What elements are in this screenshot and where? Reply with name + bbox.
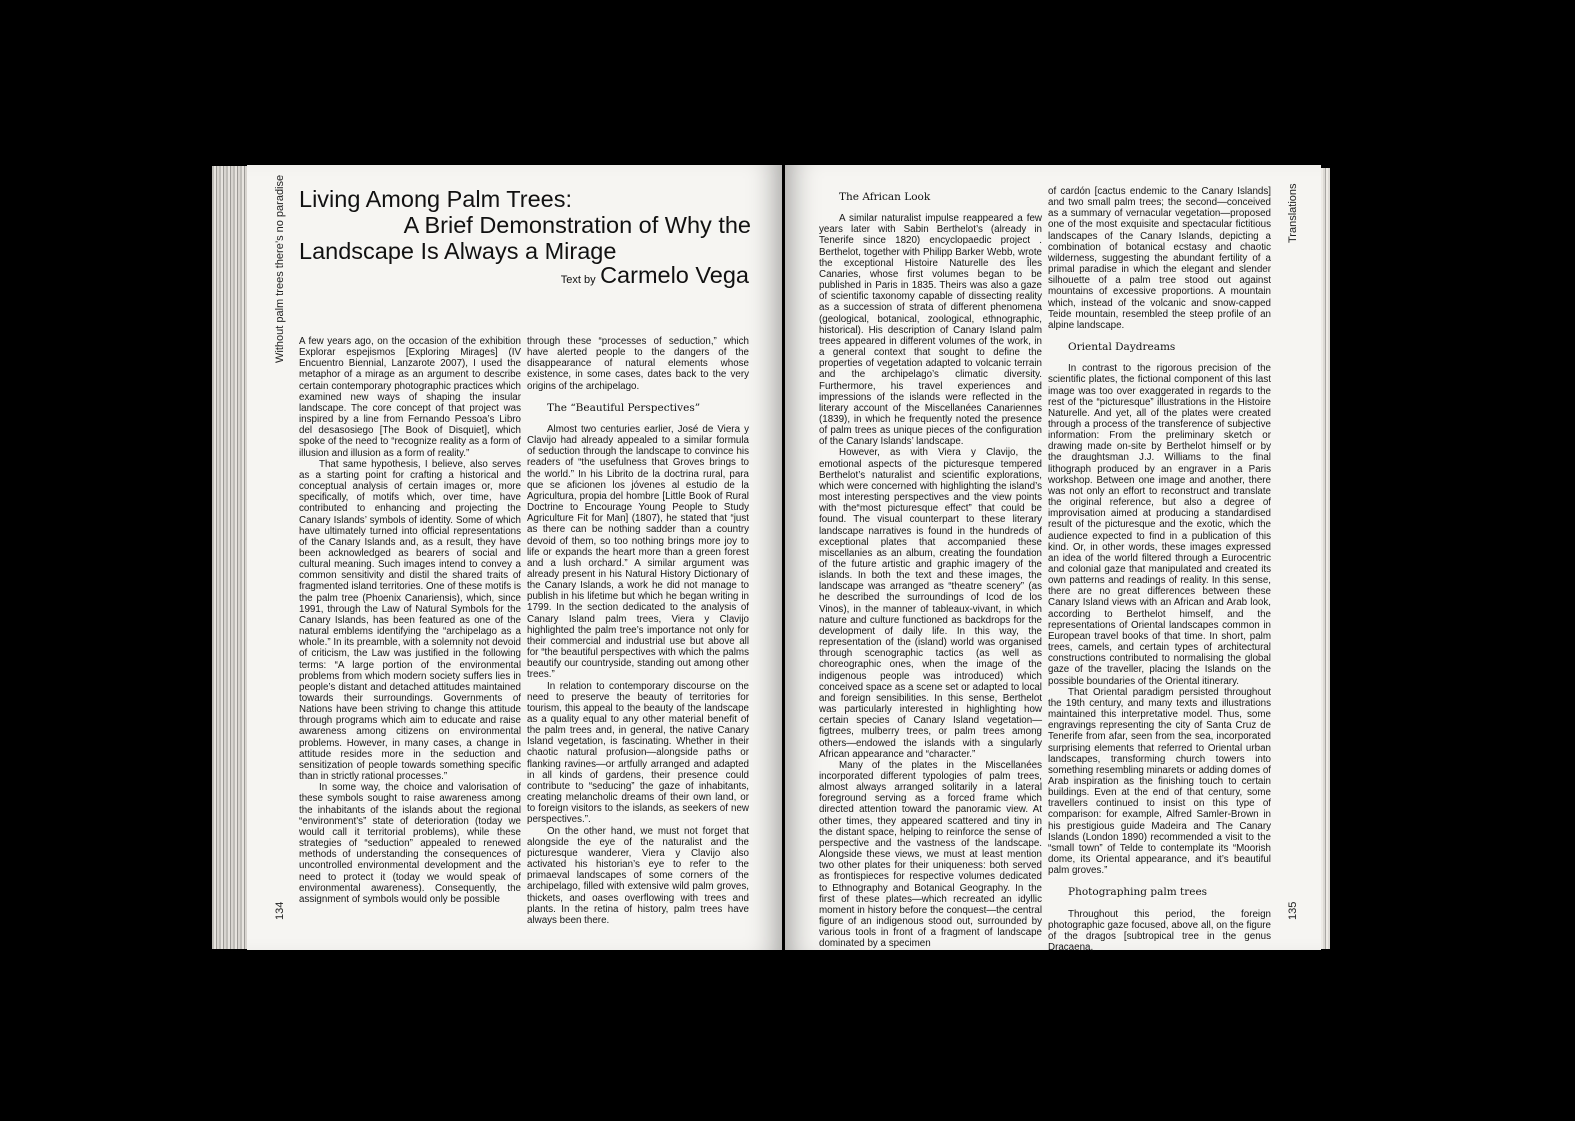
left-page-edges bbox=[212, 166, 250, 949]
paragraph: Throughout this period, the foreign photographic gaze focused, above all, on the figure of the dragos [subtropical tree in the genus Dracaena, bbox=[1048, 908, 1271, 953]
section-heading: The African Look bbox=[839, 191, 931, 203]
paragraph: A few years ago, on the occasion of the exhibition Explorar espejismos [Exploring Mirages] (IV Encuentro Biennial, Lanzarote 2007), I used the metaphor of a mirage as an argument to describe certain contemporary photographic practices which examined new ways of shaping the insular landscape. The core concept of that project was inspired by a line from Fernando Pessoa’s Libro del desasosiego [The Book of Disquiet], which spoke of the need to “recognize reality as a form of illusion and illusion as a form of reality.” bbox=[299, 336, 521, 459]
byline bbox=[440, 262, 749, 289]
title-line-2: A Brief Demonstration of Why the bbox=[403, 212, 751, 238]
paragraph: of cardón [cactus endemic to the Canary Islands] and two small palm trees; the second—conceived as a summary of vernacular vegetation—proposed one of the most exquisite and spectacular fictitious landscapes of the Canary Islands, depicting a combination of botanical ecstasy and chaotic wilderness, suggesting the abundant fertility of a primal paradise in which the elegant and slender silhouette of a palm tree stood out against mountains of excessive proportions. A mountain which, instead of the volcanic and snow-capped Teide mountain, resembled the steep profile of an alpine landscape. bbox=[1048, 186, 1271, 331]
text-column-4 bbox=[1048, 186, 1271, 953]
section-heading: Photographing palm trees bbox=[1068, 886, 1208, 899]
title-line-3: Landscape Is Always a Mirage bbox=[299, 238, 617, 264]
left-page-number: 134 bbox=[274, 901, 286, 920]
paragraph: In relation to contemporary discourse on the need to preserve the beauty of territories for tourism, this appeal to the beauty of the landscape as a quality equal to any other material benefit of the palm trees and, in general, the native Canary Island vegetation, is fascinating. Whether in their chaotic natural profusion—alongside paths or flanking ravines—or artfully arranged and adapted in all kinds of gardens, their presence could contribute to “seducing” the gaze of inhabitants, creating melancholic dreams of their own land, or to foreign visitors to the islands, as seekers of new perspectives.”. bbox=[527, 680, 749, 826]
title-line-1: Living Among Palm Trees: bbox=[299, 186, 572, 212]
paragraph: Almost two centuries earlier, José de Viera y Clavijo had already appealed to a similar formula of seduction through the landscape to convince his readers of “the usefulness that Groves brings to the world.” In his Librito de la doctrina rural, para que se aficionen los jóvenes al estudio de la Agricultura, propia del hombre [Little Book of Rural Doctrine to Encourage Young People to Study Agriculture Fit for Man] (1807), he stated that “just as there can be nothing sadder than a country devoid of them, so too nothing brings more joy to life or expands the heart more than a green forest and a lush orchard.” A similar argument was already present in his Natural History Dictionary of the Canary Islands, a work he did not manage to publish in his lifetime but which he began writing in 1799. In the section dedicated to the analysis of Canary Island palm trees, Viera y Clavijo highlighted the palm tree’s importance not only for their commercial and industrial use but above all for “the beautiful perspectives with which the palms beautify our countryside, standing out among other trees.” bbox=[527, 423, 749, 681]
paragraph: However, as with Viera y Clavijo, the emotional aspects of the picturesque tempered Berthelot’s naturalist and scientific explorations, which were concerned with highlighting the island’s most interesting perspectives and the view points with the“most picturesque effect” that could be found. The visual counterpart to these literary landscape narratives is found in the hundreds of exceptional plates that accompanied these miscellanies as an album, creating the foundation of the future artistic and graphic imagery of the islands. In both the text and these images, the landscape was arranged as “theatre scenery” (as he described the surroundings of Icod de los Vinos), in the manner of tableaux-vivant, in which nature and culture functioned as backdrops for the development of daily life. In this way, the representation of the (island) world was organised through scenographic tactics (as well as choreographic ones, when the image of the indigenous people was introduced) which conceived space as a scene set or adapted to local and foreign sensibilities. In this sense, Berthelot was particularly interested in highlighting how certain species of Canary Island vegetation—figtrees, mulberry trees, or palm trees among others—endowed the islands with a singularly African appearance and “character.” bbox=[819, 447, 1042, 760]
right-running-head: Translations bbox=[1287, 183, 1299, 243]
paragraph: Many of the plates in the Miscellanées incorporated different typologies of palm trees, almost always arranged solitarily in a lateral foreground serving as a forced frame which directed attention toward the panoramic view. At other times, they appeared scattered and tiny in the distant space, helping to reinforce the sense of perspective and the vastness of the landscape. Alongside these views, we must at least mention two other plates for their uniqueness: both served as frontispieces for respective volumes dedicated to Ethnography and Botanical Geography. In the first of these plates—which recreated an idyllic moment in history before the conquest—the central figure of an indigenous stood out, surrounded by various tools in front of a fragment of landscape dominated by a specimen bbox=[819, 759, 1042, 950]
section-heading: The “Beautiful Perspectives” bbox=[547, 401, 701, 414]
section-heading: Oriental Daydreams bbox=[1068, 341, 1176, 354]
text-column-1 bbox=[299, 336, 521, 905]
author-name: Carmelo Vega bbox=[600, 262, 749, 288]
paragraph: On the other hand, we must not forget that alongside the eye of the naturalist and the picturesque wanderer, Viera y Clavijo also activated his historian’s eye to refer to the primaeval landscapes of some corners of the archipelago, filled with extensive wild palm groves, thickets, and oases overflowing with trees and plants. In the retina of history, palm trees have always been there. bbox=[527, 825, 749, 926]
byline-prefix: Text by bbox=[560, 274, 596, 286]
left-running-head: Without palm trees there’s no paradise bbox=[274, 174, 286, 363]
text-column-3 bbox=[819, 190, 1042, 949]
article-title bbox=[299, 186, 751, 264]
paragraph: through these “processes of seduction,” which have alerted people to the dangers of the disappearance of natural elements whose existence, in some cases, dates back to the very origins of the archipelago. bbox=[527, 336, 749, 392]
paragraph: A similar naturalist impulse reappeared a few years later with Sabin Berthelot’s (already in Tenerife since 1820) encyclopaedic project . Berthelot, together with Philipp Barker Webb, wrote the exceptional Histoire Naturelle des Îles Canaries, whose first volumes began to be published in Paris in 1835. Theirs was also a gaze of scientific taxonomy capable of dissecting reality as a succession of strata of different phenomena (geological, botanical, zoological, ethnographic, historical). His description of Canary Island palm trees appeared in different volumes of the work, in a general context that sought to define the properties of vegetation adapted to volcanic terrain and the archipelago’s climatic diversity. Furthermore, his travel experiences and impressions of the islands were reflected in the literary account of the Miscellanées Canariennes (1839), in which he frequently noted the presence of palm trees as unique pieces of the configuration of the Canary Islands’ landscape. bbox=[819, 213, 1042, 448]
paragraph: That Oriental paradigm persisted throughout the 19th century, and many texts and illustrations maintained this interpretative model. Thus, some engravings representing the city of Santa Cruz de Tenerife from afar, seen from the sea, incorporated surprising elements that referred to Oriental urban landscapes, transforming church towers into something resembling minarets or adding domes of Arab inspiration as the finishing touch to certain buildings. Even at the end of that century, some travellers continued to insist on this type of comparison: for example, Alfred Samler-Brown in his prestigious guide Madeira and The Canary Islands (London 1890) recommended a visit to the “small town” of Telde to contemplate its “Moorish dome, its Oriental appearance, and it’s beautiful palm groves.” bbox=[1048, 686, 1271, 877]
paragraph: In some way, the choice and valorisation of these symbols sought to raise awareness among the inhabitants of the islands about the regional “environment’s” state of deterioration (today we would call it territorial problems), while these strategies of “seduction” appealed to renewed methods of understanding the consequences of uncontrolled environmental development and the need to protect it (today we would speak of environmental awareness). Consequently, the assignment of symbols would only be possible bbox=[299, 782, 521, 905]
paragraph: In contrast to the rigorous precision of the scientific plates, the fictional component of this last image was too over exaggerated in regards to the rest of the “picturesque” illustrations in the Histoire Naturelle. And yet, all of the plates were created through a process of the transference of subjective information: From the preliminary sketch or drawing made on-site by Berthelot himself or by the draughtsman J.J. Williams to the final lithograph produced by an engraver in a Paris workshop. Between one image and another, there was not only an effort to reconstruct and translate the original reference, but also a degree of improvisation aimed at producing a standardised result of the picturesque and the exotic, which the audience expected to find in a publication of this kind. Or, in other words, these images expressed an idea of the world filtered through a Eurocentric and colonial gaze that manipulated and created its own patterns and readings of reality. In this sense, there are no great differences between these Canary Island views with an African and Arab look, according to Berthelot himself, and the representations of Oriental landscapes common in European travel books of that time. In short, palm trees, camels, and certain types of architectural constructions contributed to normalising the global gaze of the traveller, placing the Islands on the possible boundaries of the Oriental itinerary. bbox=[1048, 363, 1271, 687]
text-column-2 bbox=[527, 336, 749, 926]
right-page-number: 135 bbox=[1287, 901, 1299, 920]
paragraph: That same hypothesis, I believe, also serves as a starting point for crafting a historical and conceptual analysis of certain images or, more specifically, of motifs which, over time, have contributed to enhancing and projecting the Canary Islands’ symbols of identity. Some of which have ultimately turned into official representations of the Canary Islands and, as a result, they have been acknowledged as bearers of social and cultural meaning. Such images intend to convey a common sensitivity and distil the shared traits of fragmented island territories. One of these motifs is the palm tree (Phoenix Canariensis), which, since 1991, through the Law of Natural Symbols for the Canary Islands, has been featured as one of the natural emblems identifying the “archipelago as a whole.” In its preamble, with a solemnity not devoid of criticism, the Law was justified in the following terms: “A large portion of the environmental problems from which modern society suffers lies in people’s distant and detached attitudes maintained towards their surroundings. Governments of Nations have been striving to change this attitude through programs which aim to educate and raise awareness among citizens on environmental problems. However, in many cases, a change in attitude resides more in the seduction and sensitization of people towards something specific than in strictly rational processes.” bbox=[299, 458, 521, 783]
